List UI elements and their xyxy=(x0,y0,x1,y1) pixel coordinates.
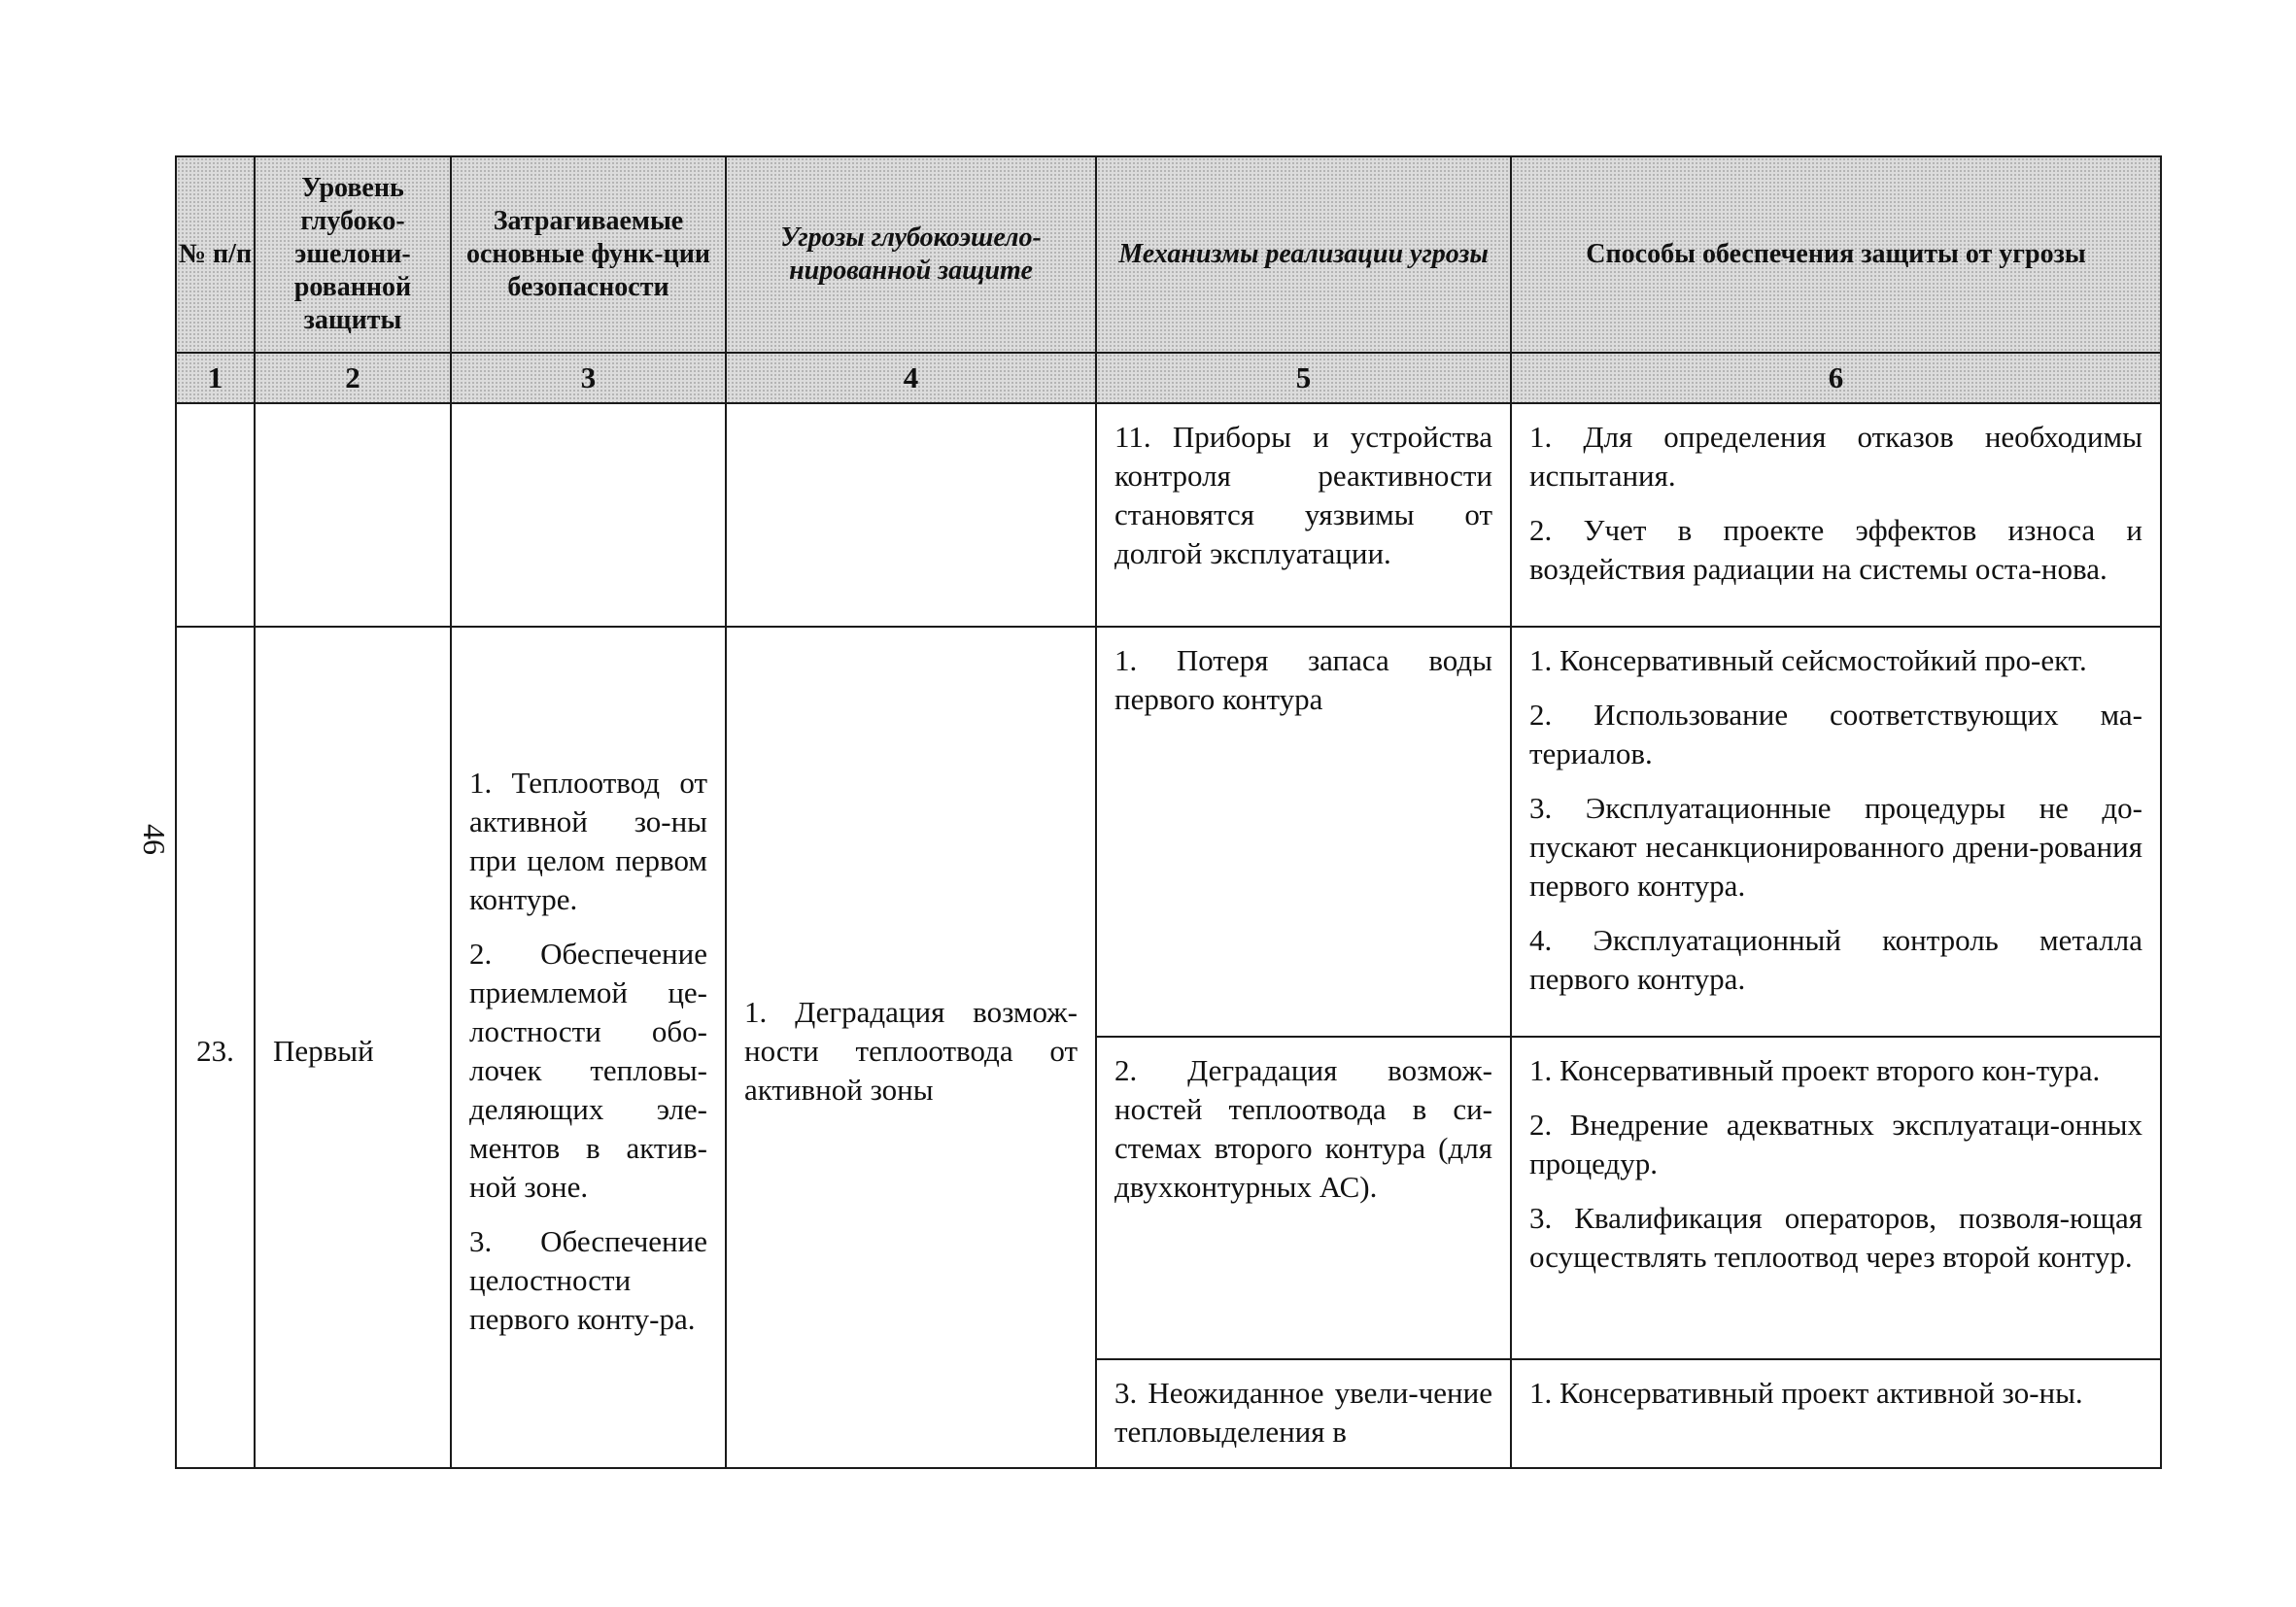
method-item: 1. Консервативный сейсмостойкий про-ект. xyxy=(1529,643,2087,677)
header-mechanisms-label: Механизмы реализации угрозы xyxy=(1118,239,1489,269)
method-item: 1. Консервативный проект второго кон-тура. xyxy=(1529,1053,2101,1087)
row-number-cell xyxy=(176,627,255,1468)
defense-level: Первый xyxy=(273,1034,374,1068)
methods-cell xyxy=(1511,1037,2161,1359)
level-cell xyxy=(255,627,451,1468)
mechanism-cell xyxy=(1096,627,1511,1037)
method-item: 2. Использование соответствующих ма-териалов. xyxy=(1529,698,2142,770)
column-number: 1 xyxy=(176,353,255,403)
column-number: 3 xyxy=(451,353,726,403)
function-item: 2. Обеспечение приемлемой це-лостности обо-лочек тепловы-деляющих эле-ментов в актив-ной зоне. xyxy=(469,937,707,1204)
method-item: 1. Консервативный проект активной зо-ны. xyxy=(1529,1376,2083,1410)
column-number-row xyxy=(176,353,2161,403)
empty-cell xyxy=(726,403,1096,627)
empty-cell xyxy=(255,403,451,627)
functions-cell xyxy=(451,627,726,1468)
header-level-label: Уровень глубоко-эшелони-рованной защиты xyxy=(293,173,412,335)
header-cell-threats xyxy=(726,156,1096,353)
empty-cell xyxy=(176,403,255,627)
table-header-row xyxy=(176,156,2161,353)
mechanism-cell xyxy=(1096,1359,1511,1468)
method-item: 1. Для определения отказов необходимы испытания. xyxy=(1529,420,2142,493)
column-number: 2 xyxy=(255,353,451,403)
row-number: 23. xyxy=(196,1034,234,1068)
method-item: 4. Эксплуатационный контроль металла первого контура. xyxy=(1529,923,2142,996)
mechanism-text: 11. Приборы и устройства контроля реактивности становятся уязвимы от долгой эксплуатации. xyxy=(1114,420,1492,570)
header-cell-methods xyxy=(1511,156,2161,353)
header-cell-functions xyxy=(451,156,726,353)
function-item: 3. Обеспечение целостности первого конту-ра. xyxy=(469,1224,707,1336)
header-number-label: № п/п xyxy=(178,239,253,269)
method-item: 3. Квалификация операторов, позволя-ющая осуществлять теплоотвод через второй контур. xyxy=(1529,1201,2142,1274)
methods-cell xyxy=(1511,1359,2161,1468)
mechanism-text: 1. Потеря запаса воды первого контура xyxy=(1114,643,1492,716)
header-threats-label: Угрозы глубокоэшело-нированной защите xyxy=(780,222,1042,286)
methods-cell xyxy=(1511,403,2161,627)
column-number: 4 xyxy=(726,353,1096,403)
function-item: 1. Теплоотвод от активной зо-ны при целом первом контуре. xyxy=(469,766,707,916)
table-row-continuation xyxy=(176,403,2161,627)
column-number: 5 xyxy=(1096,353,1511,403)
threat-cell xyxy=(726,627,1096,1468)
header-cell-number xyxy=(176,156,255,353)
mechanism-text: 2. Деградация возмож-ностей теплоотвода в си-стемах второго контура (для двухконтурных АС). xyxy=(1114,1053,1492,1204)
header-functions-label: Затрагиваемые основные функ-ции безопасности xyxy=(465,206,711,302)
method-item: 3. Эксплуатационные процедуры не до-пускают несанкционированного дрени-рования первого контура. xyxy=(1529,791,2142,903)
empty-cell xyxy=(451,403,726,627)
threats-table xyxy=(175,155,2162,1469)
header-cell-level xyxy=(255,156,451,353)
page-number: 46 xyxy=(137,824,172,855)
column-number: 6 xyxy=(1511,353,2161,403)
mechanism-cell xyxy=(1096,403,1511,627)
header-cell-mechanisms xyxy=(1096,156,1511,353)
method-item: 2. Учет в проекте эффектов износа и воздействия радиации на системы оста-нова. xyxy=(1529,513,2142,586)
threat-text: 1. Деградация возмож-ности теплоотвода от активной зоны xyxy=(744,995,1078,1107)
methods-cell xyxy=(1511,627,2161,1037)
mechanism-cell xyxy=(1096,1037,1511,1359)
header-methods-label: Способы обеспечения защиты от угрозы xyxy=(1586,239,2086,269)
mechanism-text: 3. Неожиданное увели-чение тепловыделения в xyxy=(1114,1376,1492,1449)
method-item: 2. Внедрение адекватных эксплуатаци-онных процедур. xyxy=(1529,1108,2142,1180)
table-row-23 xyxy=(176,627,2161,1037)
